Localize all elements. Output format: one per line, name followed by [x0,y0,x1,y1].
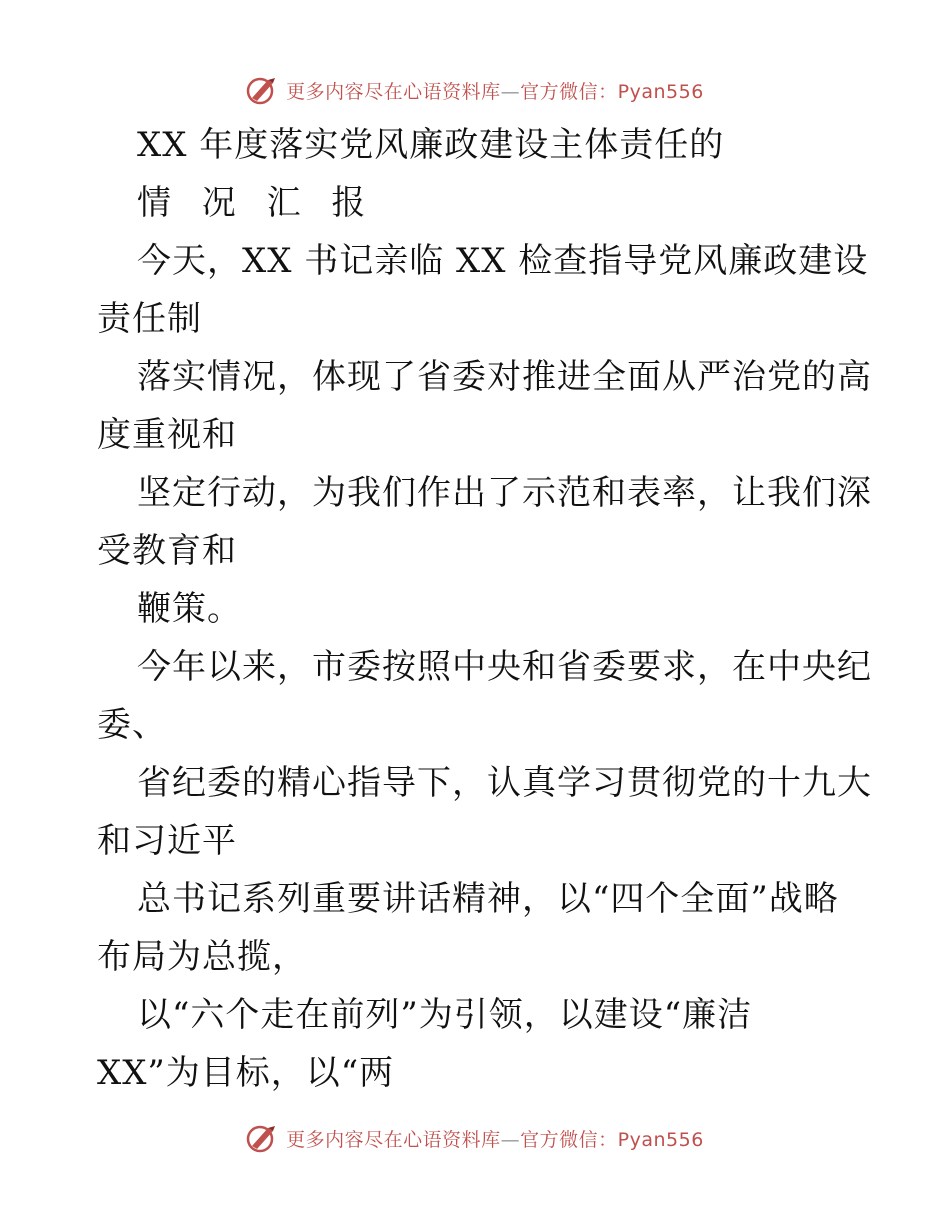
doc-line: 坚定行动，为我们作出了示范和表率，让我们深 [137,473,872,513]
doc-line: 今天，XX 书记亲临 XX 检查指导党风廉政建设 [137,241,869,281]
doc-line: 受教育和 [97,531,237,571]
footer-banner-title: 更多内容尽在心语资料库 [286,1128,501,1151]
doc-line: XX”为目标，以“两 [97,1053,395,1093]
footer-banner-text [286,1125,704,1152]
doc-line: 和习近平 [97,821,237,861]
footer-banner-wechat: 官方微信：Pyan556 [520,1128,704,1151]
doc-line: 今年以来，市委按照中央和省委要求，在中央纪 [137,647,872,687]
header-banner-dash: — [500,80,521,103]
footer-banner [0,1118,950,1158]
doc-line: 责任制 [97,299,202,339]
pen-circle-logo-icon [246,1122,278,1154]
doc-line: 以“六个走在前列”为引领，以建设“廉洁 [137,995,753,1035]
doc-line: 落实情况，体现了省委对推进全面从严治党的高 [137,357,872,397]
doc-line: 总书记系列重要讲话精神，以“四个全面”战略 [137,879,839,919]
header-banner-wechat: 官方微信：Pyan556 [520,80,704,103]
doc-title-line-2: 情 况 汇 报 [137,183,376,223]
doc-line: 鞭策。 [137,589,242,629]
doc-title-line-1: XX 年度落实党风廉政建设主体责任的 [137,125,725,165]
doc-line: 省纪委的精心指导下，认真学习贯彻党的十九大 [137,763,872,803]
footer-banner-dash: — [500,1128,521,1151]
header-banner [0,70,950,110]
pen-circle-logo-icon [246,74,278,106]
document-body [97,116,872,1102]
doc-line: 委、 [97,705,167,745]
header-banner-title: 更多内容尽在心语资料库 [286,80,501,103]
doc-line: 布局为总揽， [97,937,307,977]
header-banner-text [286,77,704,104]
doc-line: 度重视和 [97,415,237,455]
